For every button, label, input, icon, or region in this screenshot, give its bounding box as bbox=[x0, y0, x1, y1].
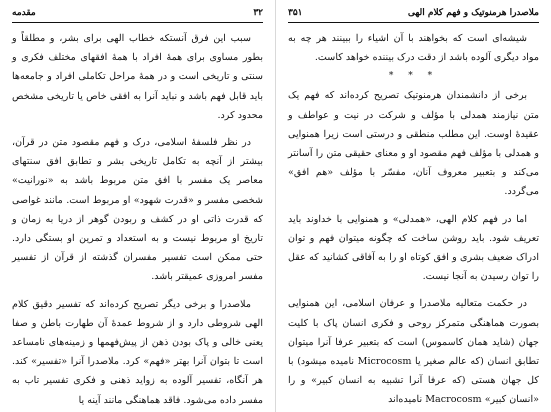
right-page bbox=[276, 0, 551, 412]
paragraph: سبب این فرق آنستکه خطاب الهی برای بشر، و مطلقاً و بطور مساوی برای همهٔ افراد با همهٔ افقهای مختلف فکری و سنتی و تاریخی است و در همهٔ مراحل تکاملی افراد و جامعه‌ها باید قابل فهم باشد و نباید آنرا به افقی خاص یا تاریخی مشخص محدود کرد. bbox=[12, 33, 263, 121]
page-number: ۳۵۱ bbox=[288, 8, 303, 18]
page-number: ۳۲ bbox=[253, 8, 263, 18]
paragraph: در حکمت متعالیه ملاصدرا و عرفان اسلامی، این همنوایی بصورت هماهنگی متمرکز روحی و فکری انسان پاک با کلیت جهان (شاید همان کاسموس) است که بتعبیر عرفا آنرا میتوان تطابق انسان (که عالم صغیر یا Microcosm نامیده میشود) با کل جهان هستی (که عرفا آنرا تشبیه به انسان کبیر» و را «انسان کبیر» Macrocosm نامیده‌اند bbox=[288, 298, 540, 406]
page-header bbox=[288, 4, 539, 23]
page-body bbox=[288, 29, 539, 410]
paragraph: شیشه‌ای است که بخواهند با آن اشیاء را ببینند هر چه به مواد دیگری آلوده باشد از دقت درک بیننده خواهد کاست. bbox=[288, 33, 539, 64]
left-page bbox=[0, 0, 275, 412]
page-body bbox=[12, 29, 263, 410]
paragraph: اما در فهم کلام الهی، «همدلی» و همنوایی با خداوند باید تعریف شود. باید روشن ساخت که چگونه میتوان فهم و توان ادراک ضعیف بشری و افق کوتاه او را به آفاقی کشانید که عقل را توان رسیدن به آنجا نیست. bbox=[288, 213, 539, 283]
paragraph: برخی از دانشمندان هرمنوتیک تصریح کرده‌اند که فهم یک متن نیازمند همدلی با مؤلف و شرکت در نیت و عواطف و عقیدهٔ اوست. این مطلب منطقی و درستی است زیرا همنوایی و همدلی با مؤلف فهم مقصود او و معنای حقیقی متن را آسانتر می‌کند و بتعبیر معروف آنان، مفسّر با مؤلف «هم افق» می‌گردد. bbox=[288, 90, 539, 198]
running-title: ملاصدرا هرمنوتیک و فهم کلام الهی bbox=[407, 8, 539, 18]
section-divider: * * * bbox=[388, 71, 439, 82]
paragraph: در نظر فلسفهٔ اسلامی، درک و فهم مقصود متن در قرآن، بیشتر از آنچه به تکامل تاریخی بشر و تطابق افق سنتهای معاصر یک مفسر با افق متن مربوط باشد به «نورانیت» شخصی مفسر و «قدرت شهود» او مربوط است. مانند غواصی که قدرت ذاتی او در کشف و ربودن گوهر از دریا به زمان و تاریخ او مربوط نیست و به استعداد و تمرین او بستگی دارد. حتی ممکن است تفسیر مفسران گذشته از قرآن از تفسیر مفسر امروزی عمیقتر باشد. bbox=[12, 137, 263, 283]
running-title: مقدمه bbox=[12, 8, 36, 18]
paragraph: ملاصدرا و برخی دیگر تصریح کرده‌اند که تفسیر دقیق کلام الهی شروطی دارد و از شروط عمدهٔ آن طهارت باطن و صفا یعنی خالی و پاک بودن ذهن از پیش‌فهمها و زمینه‌های نامساعد است تا بتوان آنرا بهتر «فهم» کرد. ملاصدرا آنرا «تفسیر» کند. هر آنگاه، تفسیر آلوده به زواید ذهنی و فکری تفسیر تاب به مفسر داده می‌شود. فاقد هماهنگی مانند آینه یا bbox=[12, 298, 263, 406]
page-header bbox=[12, 4, 263, 23]
